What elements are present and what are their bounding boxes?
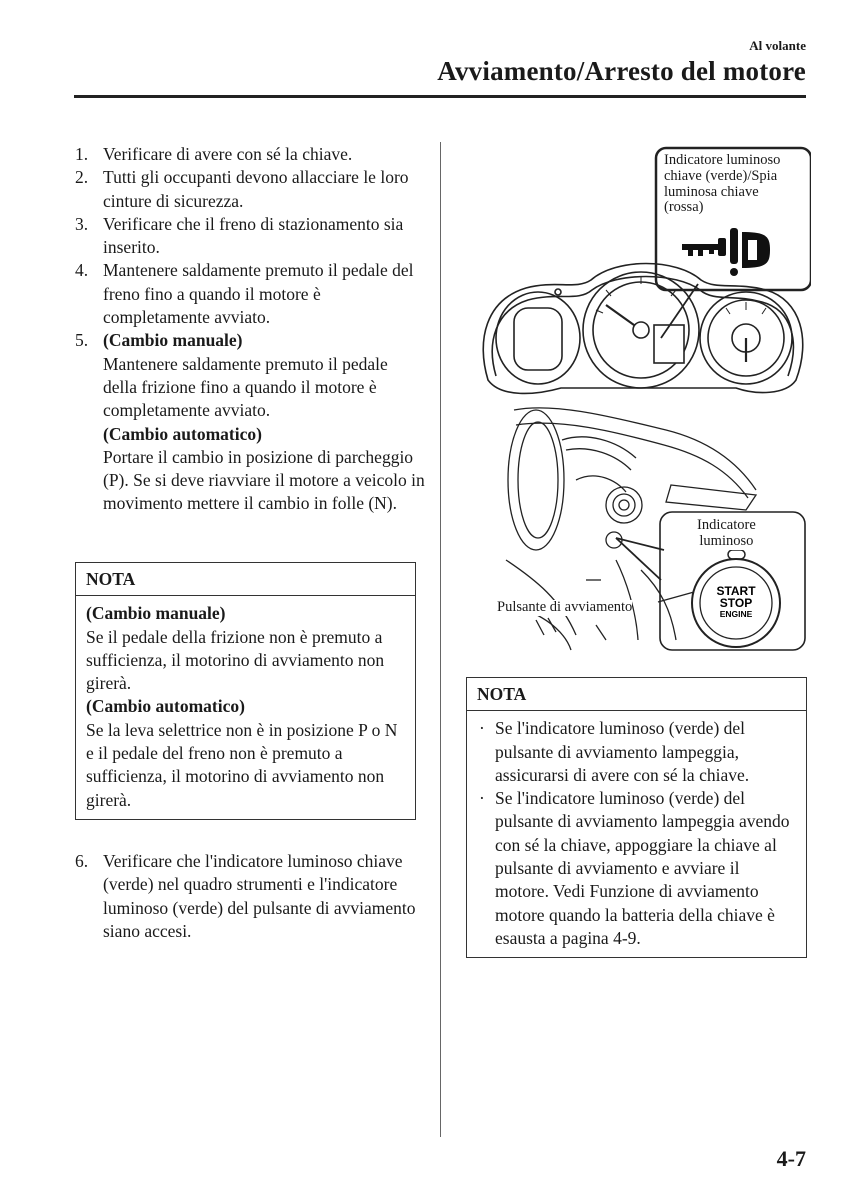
- auto-heading: (Cambio automatico): [103, 423, 262, 444]
- section-label: Al volante: [749, 38, 806, 53]
- bullet-text: Se l'indicatore luminoso (verde) del pulsante di avviamento lampeggia, assicurarsi di avere con sé la chiave.: [495, 718, 750, 785]
- step-number: 4.: [75, 260, 89, 281]
- start-stop-button: [692, 559, 780, 647]
- manual-text: Se il pedale della frizione non è premuto a sufficienza, il motorino di avviamento non girerà.: [86, 626, 385, 694]
- step-text: Verificare che il freno di stazionamento sia inserito.: [103, 213, 404, 258]
- button-label-stop: STOP: [719, 596, 753, 610]
- bullet-text: Se l'indicatore luminoso (verde) del pulsante di avviamento lampeggia avendo con sé la chiave, appoggiare la chiave al pulsante di avviamento e avviare il motore. Vedi Funzione di avviamento motore quando la batteria della chiave è esausta a pagina 4-9.: [495, 788, 790, 948]
- auto-text: Se la leva selettrice non è in posizione P o N e il pedale del freno non è premuto a sufficienza, il motorino di avviamento non girerà.: [86, 719, 398, 810]
- nota-bullet: [477, 787, 796, 950]
- page-number: 4-7: [776, 1146, 806, 1171]
- step-4: [75, 259, 425, 329]
- step-5: [75, 329, 425, 515]
- manual-text: Mantenere saldamente premuto il pedale della frizione fino a quando il motore è completamente avviato.: [103, 353, 388, 421]
- indicator-callout: [697, 518, 756, 550]
- button-label-engine: ENGINE: [719, 609, 753, 619]
- step-text: Verificare di avere con sé la chiave.: [103, 144, 353, 164]
- bullet-mark: ·: [479, 788, 485, 809]
- step-3: [75, 213, 425, 260]
- callout-line: luminosa chiave: [664, 183, 759, 200]
- callout-line: Indicatore: [697, 517, 756, 533]
- manual-heading: (Cambio manuale): [86, 603, 226, 624]
- step-text: Verificare che l'indicatore luminoso chiave (verde) nel quadro strumenti e l'indicatore luminoso (verde) del pulsante di avviamento siano accesi.: [103, 851, 416, 941]
- step-number: 1.: [75, 144, 89, 164]
- procedure-steps: [75, 143, 425, 516]
- instrument-cluster: [483, 264, 803, 394]
- indicator-lamp-icon: [728, 550, 745, 559]
- step-text: Tutti gli occupanti devono allacciare le loro cinture di sicurezza.: [103, 167, 409, 211]
- nota-heading: NOTA: [76, 563, 415, 596]
- step-number: 5.: [75, 330, 89, 351]
- bullet-mark: ·: [479, 718, 485, 739]
- manual-heading: (Cambio manuale): [103, 330, 243, 351]
- dashboard-illustration: [466, 140, 811, 660]
- step-number: 6.: [75, 851, 89, 871]
- column-divider: [440, 142, 441, 1137]
- callout-line: luminoso: [699, 532, 754, 549]
- nota-heading: NOTA: [467, 678, 806, 711]
- callout-line: chiave (verde)/Spia: [664, 167, 778, 184]
- step-text: Mantenere saldamente premuto il pedale del freno fino a quando il motore è completamente avviato.: [103, 260, 414, 328]
- page-title: Avviamento/Arresto del motore: [437, 56, 806, 86]
- step-2: [75, 166, 425, 213]
- auto-heading: (Cambio automatico): [86, 696, 245, 717]
- step-6: [75, 850, 425, 943]
- nota-box-left: [75, 562, 416, 820]
- title-rule: [74, 95, 806, 98]
- callout-line: (rossa): [664, 199, 704, 216]
- auto-text: Portare il cambio in posizione di parcheggio (P). Se si deve riavviare il motore a veicolo in movimento mettere il cambio in folle (N).: [103, 446, 425, 514]
- button-callout: Pulsante di avviamento: [497, 599, 633, 615]
- step-1: [75, 143, 425, 166]
- key-warning-icon: [682, 228, 770, 276]
- button-label-start: START: [716, 584, 756, 598]
- nota-bullet: [477, 717, 796, 787]
- nota-box-right: [466, 677, 807, 958]
- key-indicator-callout: [664, 153, 780, 216]
- step-number: 3.: [75, 213, 89, 234]
- callout-line: Indicatore luminoso: [664, 152, 781, 168]
- step-number: 2.: [75, 167, 89, 188]
